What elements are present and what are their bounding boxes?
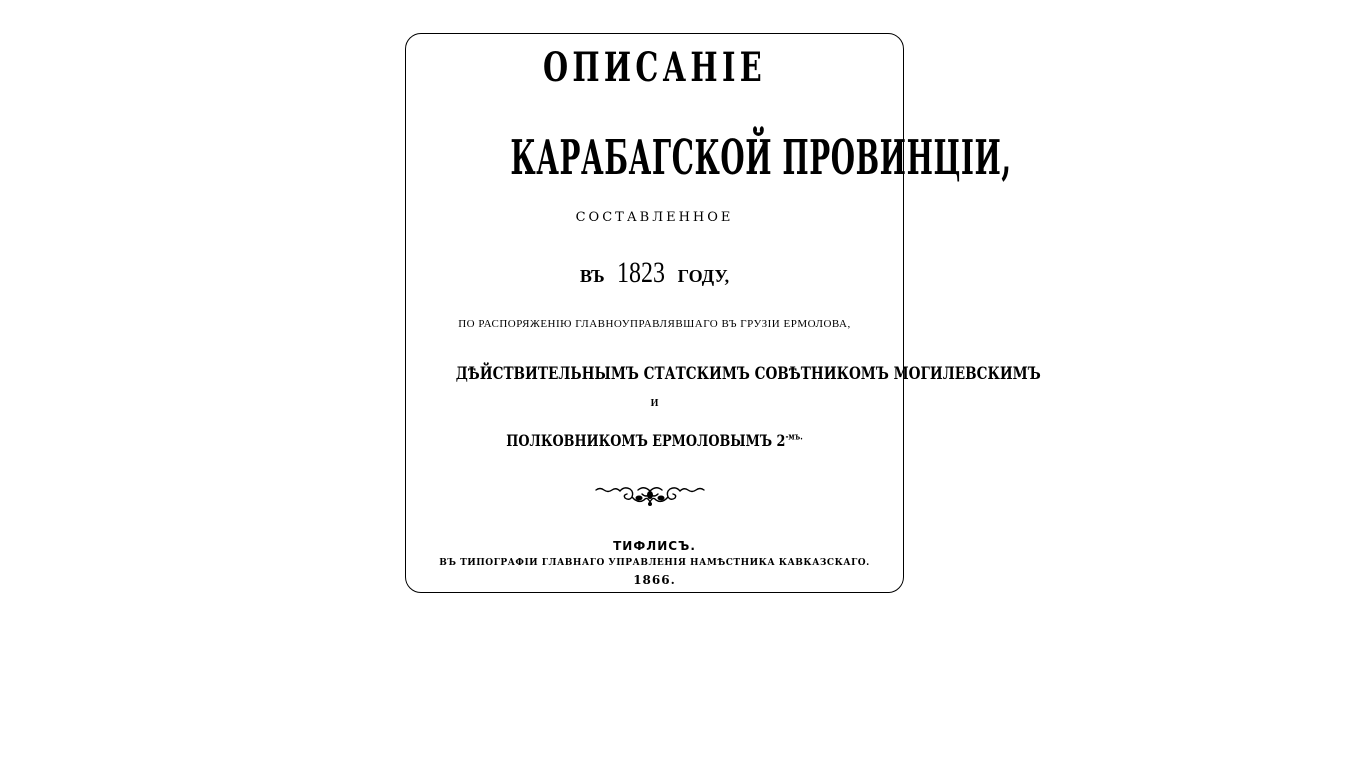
authors-line-1: ДѢЙСТВИТЕЛЬНЫМЪ СТАТСКИМЪ СОВѢТНИКОМЪ МОГИЛЕВСКИМЪ — [455, 364, 1041, 384]
floral-ornament-icon — [594, 482, 706, 508]
conjunction: И — [650, 398, 659, 409]
authors-line-2 — [456, 431, 854, 450]
book-subtitle: КАРАБАГСКОЙ ПРОВИНЦIИ, — [510, 130, 1012, 186]
composition-year-line — [406, 256, 903, 290]
publication-city: ТИФЛИСЪ. — [613, 539, 696, 553]
printing-house: ВЪ ТИПОГРАФIИ ГЛАВНАГО УПРАВЛЕНIЯ НАМѢСТНИКА КАВКАЗСКАГО. — [439, 558, 870, 568]
year-suffix: ГОДУ, — [677, 266, 730, 286]
authors-line-2-superscript: -мъ. — [785, 432, 803, 443]
order-line: ПО РАСПОРЯЖЕНIЮ ГЛАВНОУПРАВЛЯВШАГО ВЪ ГРУЗIИ ЕРМОЛОВА, — [458, 318, 851, 330]
year-prefix: ВЪ — [579, 266, 605, 286]
authors-line-2-text: ПОЛКОВНИКОМЪ ЕРМОЛОВЫМЪ 2 — [506, 431, 786, 450]
book-title: ОПИСАНIЕ — [542, 44, 767, 91]
composition-year: 1823 — [617, 256, 666, 289]
publication-year: 1866. — [633, 573, 676, 587]
composed-label: СОСТАВЛЕННОЕ — [575, 210, 734, 225]
title-page — [405, 33, 1041, 593]
